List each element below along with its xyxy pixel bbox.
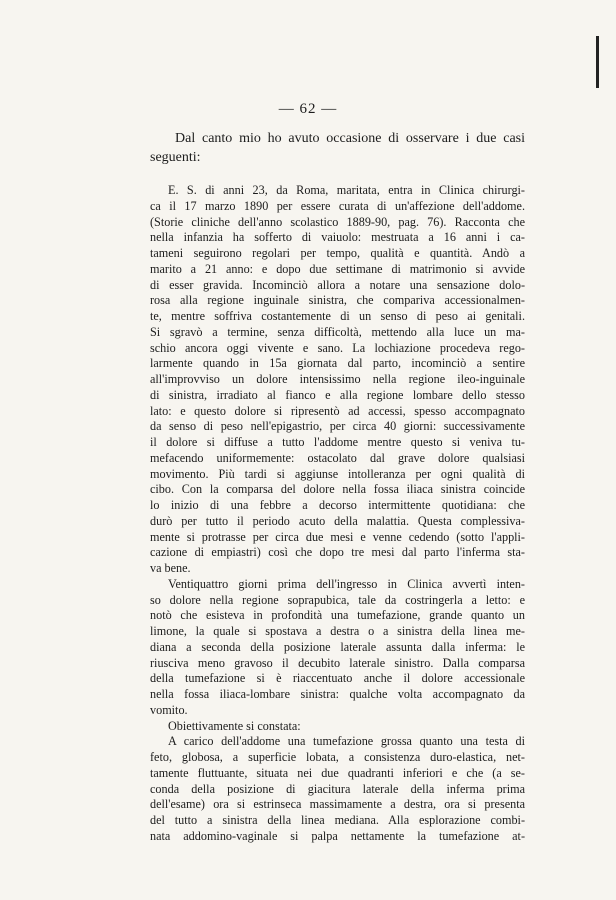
text-line: di esser gravida. Incominciò allora a notare una sensazione dolo- bbox=[150, 277, 525, 292]
text-line: marito a 21 anno: e dopo due settimane di matrimonio si avvide bbox=[150, 261, 525, 276]
text-line: rosa alla regione inguinale sinistra, che compariva accessionalmen- bbox=[150, 293, 525, 308]
text-line: durò per tutto il periodo acuto della malattia. Questa complessiva- bbox=[150, 513, 525, 528]
text-line: della tumefazione si è riaccentuato anche il dolore accessionale bbox=[150, 671, 525, 686]
text-line: mefacendo uniformemente: ostacolato dal grave dolore qualsiasi bbox=[150, 450, 525, 465]
page-number: — 62 — bbox=[278, 101, 338, 117]
text-line: (Storie cliniche dell'anno scolastico 1889-90, pag. 76). Racconta che bbox=[150, 214, 525, 229]
text-line: riusciva meno gravoso il decubito laterale sinistro. Dalla comparsa bbox=[150, 655, 525, 670]
text-line: larmente quando in 15a giornata dal parto, incominciò a sentire bbox=[150, 356, 525, 371]
text-line: limone, la quale si spostava a destra o a sinistra della linea me- bbox=[150, 624, 525, 638]
text-line: del tutto a sinistra della linea mediana. Alla esplorazione combi- bbox=[150, 813, 525, 827]
text-line: il dolore si diffuse a tutto l'addome mentre questo si veniva tu- bbox=[150, 435, 525, 449]
text-line: notò che esisteva in profondità una tumefazione, grande quanto un bbox=[150, 608, 525, 623]
text-line: nella fossa iliaca-lombare sinistra: qualche volta accompagnato da bbox=[150, 687, 525, 701]
text-line: te, mentre soffriva costantemente di un senso di peso ai genitali. bbox=[150, 309, 525, 323]
text-line: A carico dell'addome una tumefazione grossa quanto una testa di bbox=[168, 734, 525, 749]
text-line: tameni seguirono regolari per tempo, qualità e quantità. Andò a bbox=[150, 246, 525, 260]
text-line: all'improvviso un dolore intensissimo nella regione ileo-inguinale bbox=[150, 372, 525, 386]
text-line: conda della posizione di giacitura laterale della inferma prima bbox=[150, 781, 525, 796]
text-line: lato: e questo dolore si ripresentò ad accessi, spesso accompagnato bbox=[150, 403, 525, 418]
text-line: va bene. bbox=[150, 561, 191, 575]
text-line: da senso di peso nell'epigastrio, per circa 40 giorni: successivamente bbox=[150, 419, 525, 434]
text-line: lo inizio di una febbre a decorso intermittente quotidiana: che bbox=[150, 498, 525, 512]
text-line: schio ancora oggi vivente e sano. La lochiazione procedeva rego- bbox=[150, 340, 525, 355]
text-line: movimento. Più tardi si aggiunse intolleranza per ogni qualità di bbox=[150, 466, 525, 481]
text-line: E. S. di anni 23, da Roma, maritata, entra in Clinica chirurgi- bbox=[168, 183, 525, 197]
text-line: Obiettivamente si constata: bbox=[168, 718, 301, 733]
text-line: Ventiquattro giorni prima dell'ingresso in Clinica avvertì inten- bbox=[168, 576, 525, 591]
text-line: dell'esame) ora si estrinseca massimamente a destra, ora si presenta bbox=[150, 797, 525, 812]
intro-paragraph: Dal canto mio ho avuto occasione di osservare i due casi seguenti: bbox=[150, 131, 525, 165]
text-line: so dolore nella regione soprapubica, tale da costringerla a letto: e bbox=[150, 592, 525, 607]
page-edge-mark bbox=[596, 36, 599, 88]
text-line: cazione di empiastri) così che dopo tre mesi dal parto l'inferma sta- bbox=[150, 545, 525, 560]
text-line: diana a seconda della posizione laterale assunta dalla inferma: le bbox=[150, 639, 525, 654]
text-line: nella infanzia ha sofferto di vaiuolo: mestruata a 16 anni i ca- bbox=[150, 230, 525, 245]
text-line: mente si protrasse per circa due mesi e venne cedendo (sotto l'appli- bbox=[150, 529, 525, 544]
text-line: di sinistra, irradiato al fianco e alla regione lombare dello stesso bbox=[150, 387, 525, 402]
body-text bbox=[150, 183, 525, 845]
text-line: nata addomino-vaginale si palpa nettamente la tumefazione at- bbox=[150, 828, 525, 843]
text-line: tamente fluttuante, situata nei due quadranti inferiori e che (a se- bbox=[150, 765, 525, 780]
text-line: vomito. bbox=[150, 702, 188, 717]
text-line: ca il 17 marzo 1890 per essere curata di un'affezione dell'addome. bbox=[150, 198, 525, 213]
text-line: Si sgravò a termine, senza difficoltà, mettendo alla luce un ma- bbox=[150, 324, 525, 339]
text-line: feto, globosa, a superficie lobata, a consistenza duro-elastica, net- bbox=[150, 750, 525, 764]
text-line: cibo. Con la comparsa del dolore nella fossa iliaca sinistra coincide bbox=[150, 482, 525, 497]
